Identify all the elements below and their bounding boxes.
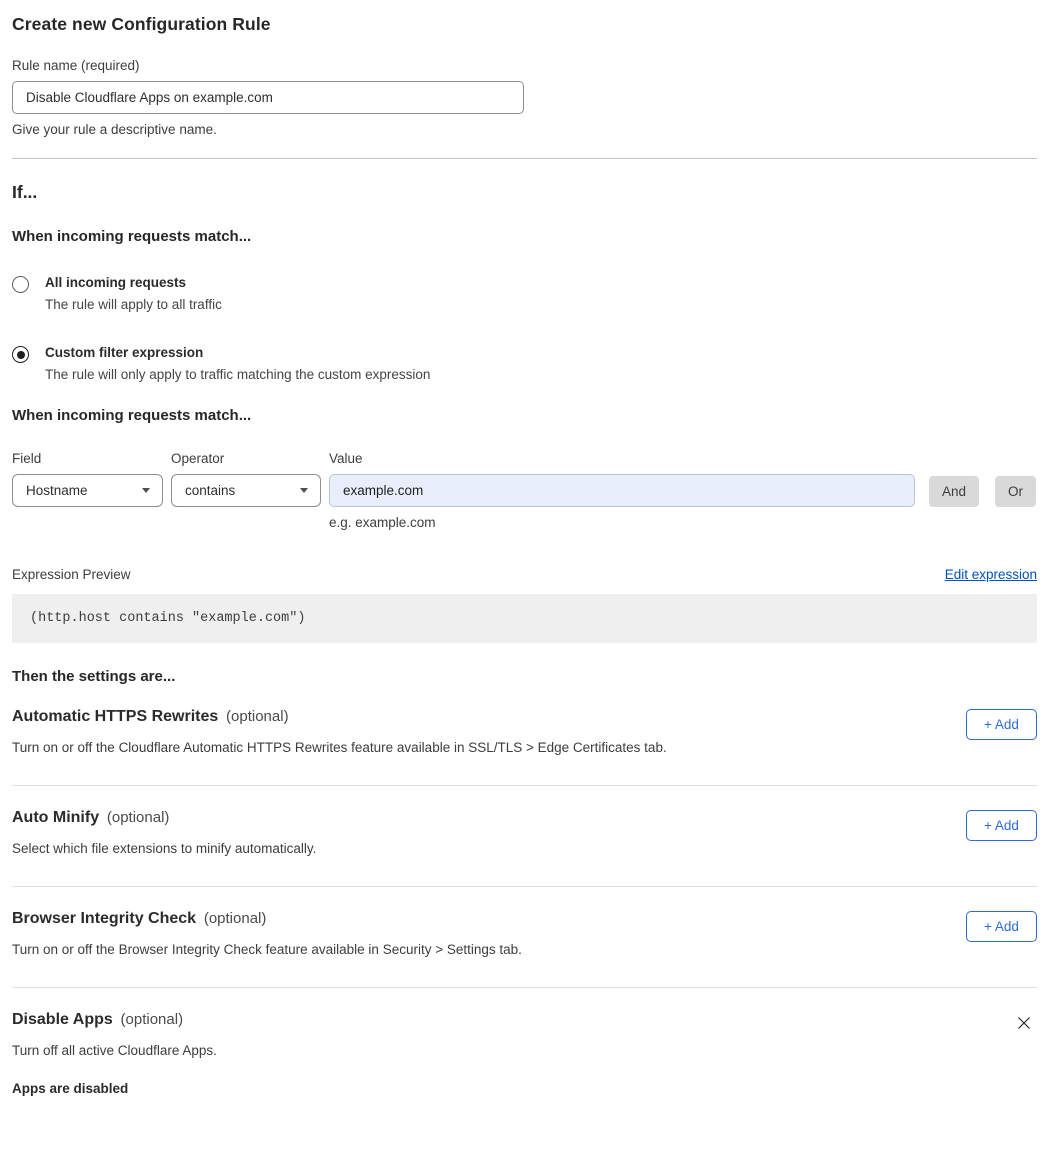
divider	[12, 886, 1037, 887]
field-select-value: Hostname	[26, 483, 88, 498]
divider	[12, 158, 1037, 159]
setting-text	[12, 910, 522, 957]
setting-row-browser-integrity-check	[12, 910, 1037, 957]
setting-text	[12, 708, 667, 755]
rule-name-group	[12, 58, 1037, 137]
setting-title: Auto Minify	[12, 809, 100, 826]
radio-option-custom-filter-expression[interactable]	[12, 345, 1037, 382]
value-label: Value	[329, 451, 363, 466]
value-helper: e.g. example.com	[329, 515, 436, 530]
radio-option-all-incoming-requests[interactable]	[12, 275, 1037, 312]
setting-title-line	[12, 910, 522, 928]
setting-title: Disable Apps	[12, 1011, 113, 1028]
setting-description: Select which file extensions to minify automatically.	[12, 841, 317, 856]
expression-builder-heading: When incoming requests match...	[12, 407, 252, 424]
close-icon	[1016, 1015, 1032, 1031]
radio-option-description: The rule will apply to all traffic	[45, 297, 222, 312]
setting-row-auto-minify	[12, 809, 1037, 856]
radio-icon[interactable]	[12, 276, 29, 293]
setting-title-line	[12, 1011, 217, 1029]
divider	[12, 987, 1037, 988]
radio-selected-icon[interactable]	[12, 346, 29, 363]
chevron-down-icon	[300, 488, 308, 493]
page-title: Create new Configuration Rule	[12, 14, 271, 34]
expression-preview-code-block	[12, 594, 1037, 643]
value-column	[329, 451, 915, 530]
rule-name-label: Rule name (required)	[12, 58, 140, 73]
setting-optional-tag: (optional)	[120, 1011, 184, 1028]
chevron-down-icon	[142, 488, 150, 493]
or-button[interactable]: Or	[995, 476, 1036, 507]
add-browser-integrity-check-button[interactable]: + Add	[966, 911, 1037, 942]
apps-disabled-status: Apps are disabled	[12, 1081, 129, 1096]
expression-builder-row	[12, 451, 1037, 530]
if-subheading: When incoming requests match...	[12, 228, 252, 245]
setting-description: Turn off all active Cloudflare Apps.	[12, 1043, 217, 1058]
radio-option-text	[45, 275, 222, 312]
settings-heading: Then the settings are...	[12, 668, 176, 685]
value-input[interactable]	[329, 474, 915, 507]
operator-select[interactable]	[171, 474, 321, 507]
setting-description: Turn on or off the Cloudflare Automatic HTTPS Rewrites feature available in SSL/TLS > Edge Certificates tab.	[12, 740, 667, 755]
setting-title: Browser Integrity Check	[12, 910, 197, 927]
add-auto-minify-button[interactable]: + Add	[966, 810, 1037, 841]
setting-row-disable-apps	[12, 1011, 1037, 1058]
field-column	[12, 451, 163, 530]
expression-preview-label: Expression Preview	[12, 567, 131, 582]
setting-title: Automatic HTTPS Rewrites	[12, 708, 219, 725]
setting-optional-tag: (optional)	[106, 809, 170, 826]
setting-row-automatic-https-rewrites	[12, 708, 1037, 755]
and-or-buttons	[929, 476, 1036, 530]
rule-name-input[interactable]	[12, 81, 524, 114]
setting-title-line	[12, 708, 667, 726]
and-button[interactable]: And	[929, 476, 979, 507]
edit-expression-link[interactable]: Edit expression	[944, 567, 1037, 582]
remove-disable-apps-button[interactable]	[1013, 1012, 1035, 1034]
setting-text	[12, 1011, 217, 1058]
if-heading: If...	[12, 182, 38, 202]
field-label: Field	[12, 451, 42, 466]
operator-label: Operator	[171, 451, 225, 466]
operator-column	[171, 451, 321, 530]
radio-option-description: The rule will only apply to traffic matching the custom expression	[45, 367, 431, 382]
expression-preview-row	[12, 567, 1037, 582]
radio-option-label: All incoming requests	[45, 275, 187, 290]
setting-text	[12, 809, 316, 856]
add-automatic-https-rewrites-button[interactable]: + Add	[966, 709, 1037, 740]
operator-select-value: contains	[185, 483, 236, 498]
setting-optional-tag: (optional)	[226, 708, 289, 725]
divider	[12, 785, 1037, 786]
radio-option-label: Custom filter expression	[45, 345, 204, 360]
setting-optional-tag: (optional)	[203, 910, 267, 927]
rule-name-helper: Give your rule a descriptive name.	[12, 122, 217, 137]
setting-title-line	[12, 809, 316, 827]
expression-code: (http.host contains "example.com")	[30, 611, 306, 626]
radio-option-text	[45, 345, 430, 382]
field-select[interactable]	[12, 474, 163, 507]
setting-description: Turn on or off the Browser Integrity Check feature available in Security > Settings tab.	[12, 942, 522, 957]
